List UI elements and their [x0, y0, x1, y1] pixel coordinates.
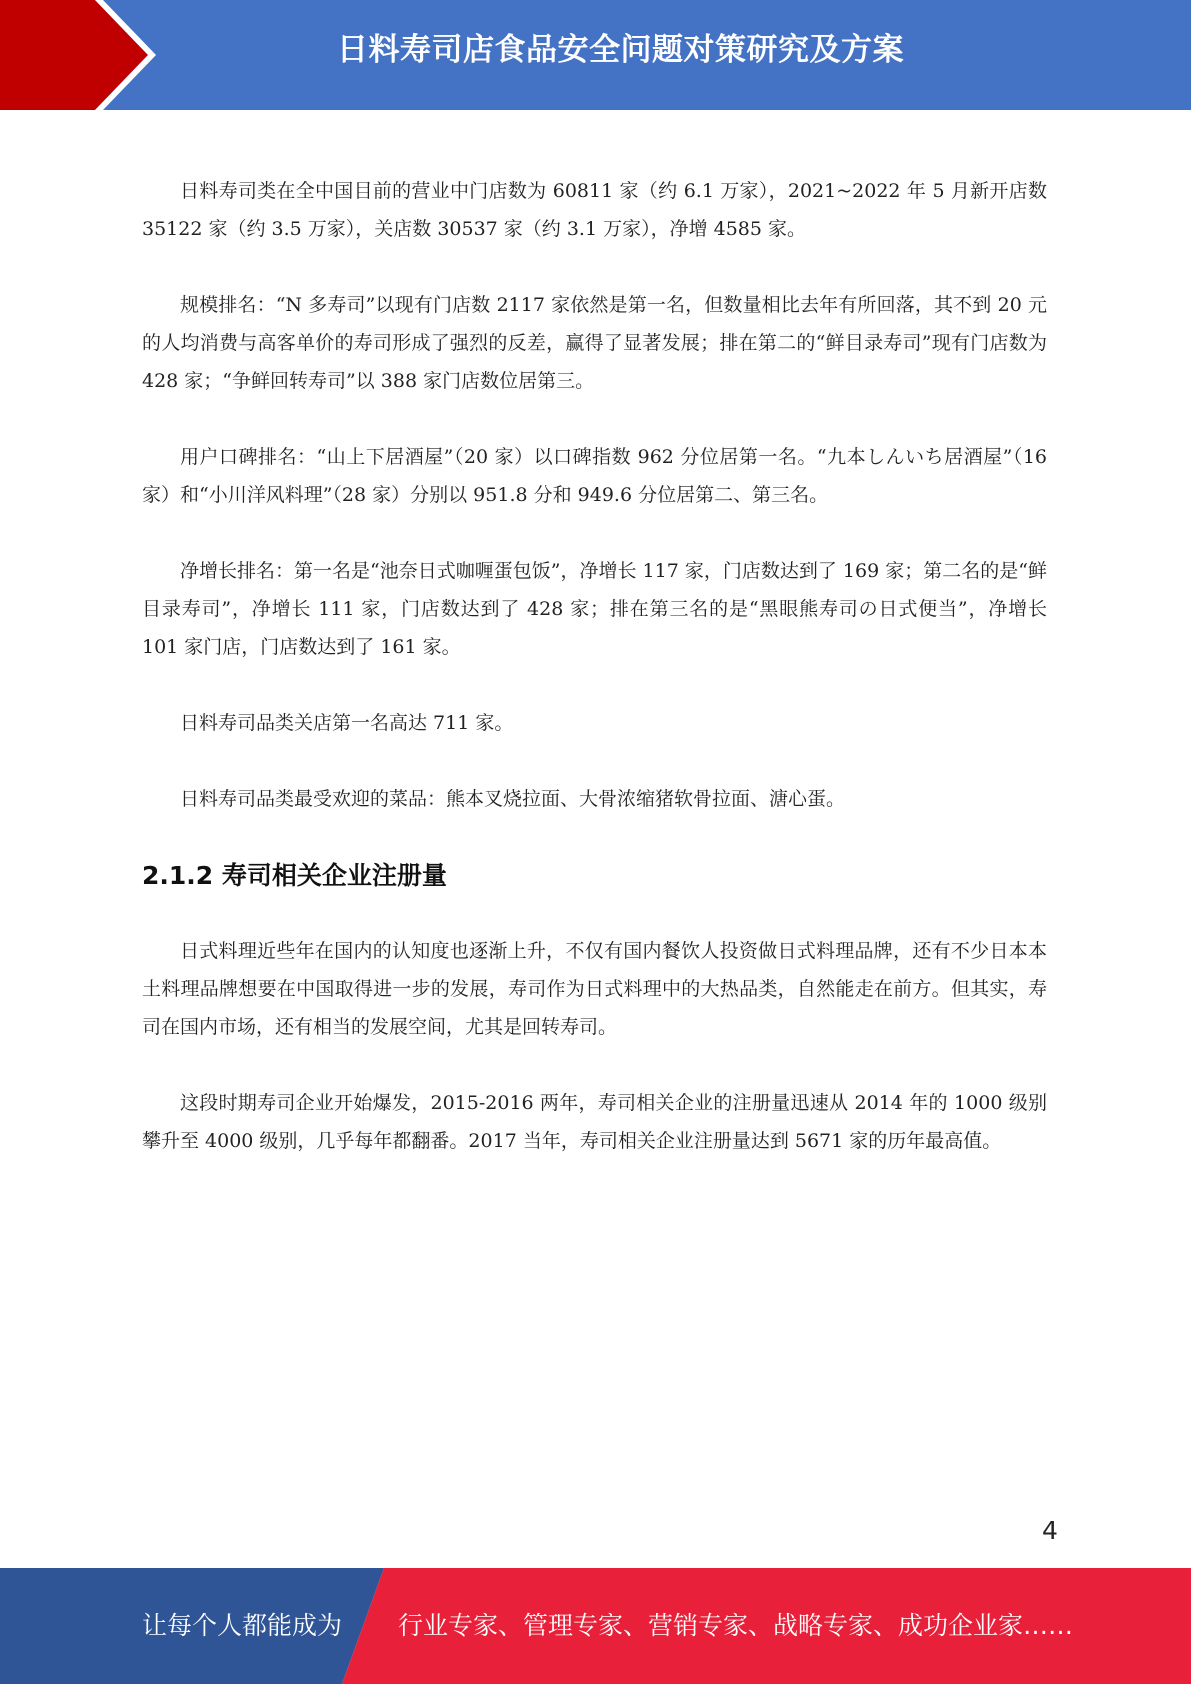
main-content: [142, 172, 1047, 1198]
footer-slogan-left: 让每个人都能成为: [142, 1611, 343, 1640]
paragraph-scale-ranking: 规模排名：“N 多寿司”以现有门店数 2117 家依然是第一名，但数量相比去年有所回落，其不到 20 元的人均消费与高客单价的寿司形成了强烈的反差，赢得了显著发展；排在第二的“鲜目录寿司”现有门店数为 428 家；“争鲜回转寿司”以 388 家门店数位居第三。: [142, 294, 1047, 392]
paragraph-popular-dishes: 日料寿司品类最受欢迎的菜品：熊本叉烧拉面、大骨浓缩猪软骨拉面、溏心蛋。: [180, 788, 846, 810]
header-arrow-decoration: [0, 0, 200, 110]
page-footer: [0, 1568, 1191, 1684]
paragraph-store-count: 日料寿司类在全中国目前的营业中门店数为 60811 家（约 6.1 万家），2021~2022 年 5 月新开店数 35122 家（约 3.5 万家），关店数 30537 家（约 3.1 万家），净增 4585 家。: [142, 180, 1047, 240]
header-title: 日料寿司店食品安全问题对策研究及方案: [337, 32, 904, 68]
paragraph-reputation-ranking: 用户口碑排名：“山上下居酒屋”（20 家）以口碑指数 962 分位居第一名。“九本しんいち居酒屋”（16 家）和“小川洋风料理”（28 家）分别以 951.8 分和 949.6 分位居第二、第三名。: [142, 446, 1047, 506]
section-heading: 2.1.2 寿司相关企业注册量: [142, 861, 447, 890]
paragraph-closures: 日料寿司品类关店第一名高达 711 家。: [180, 712, 514, 734]
footer-slogan-right: 行业专家、管理专家、营销专家、战略专家、成功企业家……: [398, 1611, 1074, 1640]
paragraph-registrations: 这段时期寿司企业开始爆发，2015-2016 两年，寿司相关企业的注册量迅速从 2014 年的 1000 级别攀升至 4000 级别，几乎每年都翻番。2017 当年，寿司相关企业注册量达到 5671 家的历年最高值。: [142, 1092, 1047, 1152]
page-number: 4: [1042, 1516, 1058, 1545]
paragraph-japanese-cuisine: 日式料理近些年在国内的认知度也逐渐上升，不仅有国内餐饮人投资做日式料理品牌，还有不少日本本土料理品牌想要在中国取得进一步的发展，寿司作为日式料理中的大热品类，自然能走在前方。但其实，寿司在国内市场，还有相当的发展空间，尤其是回转寿司。: [142, 940, 1047, 1038]
paragraph-growth-ranking: 净增长排名：第一名是“池奈日式咖喱蛋包饭”，净增长 117 家，门店数达到了 169 家；第二名的是“鲜目录寿司”，净增长 111 家，门店数达到了 428 家；排在第三名的是“黑眼熊寿司の日式便当”，净增长 101 家门店，门店数达到了 161 家。: [142, 560, 1047, 658]
page-header: [0, 0, 1191, 110]
